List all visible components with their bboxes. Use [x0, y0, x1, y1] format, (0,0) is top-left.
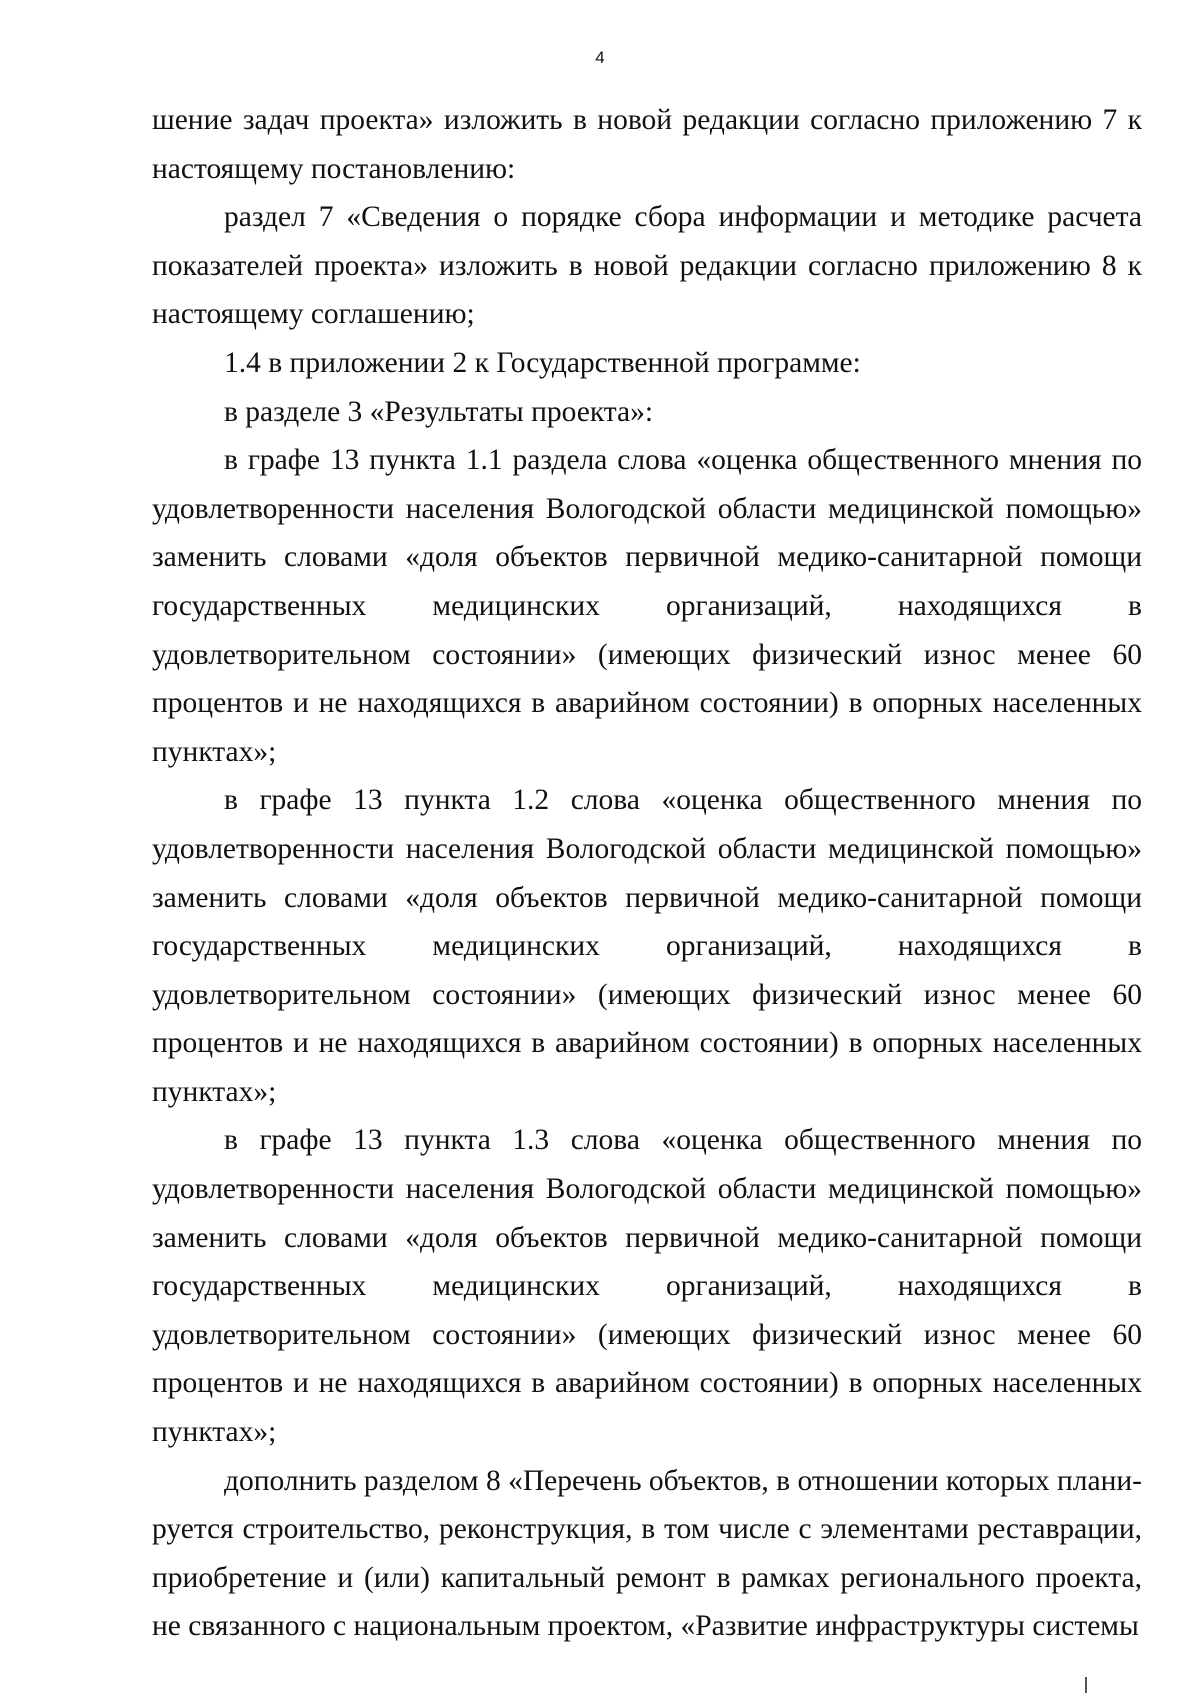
paragraph-point-1-1: в графе 13 пункта 1.1 раздела слова «оценка общественного мнения по удовлетворенности населения Вологодской области медицинской помощью» заменить словами «доля объектов первичной медико-санитарной помощи государственных медицинских организаций, находящихся в удовлетворительном состоянии» (имеющих физический износ менее 60 процентов и не находящихся в аварийном состоянии) в опорных населенных пунктах»;: [152, 444, 1142, 768]
paragraph-item-1-4: 1.4 в приложении 2 к Государственной программе:: [224, 346, 861, 379]
scan-mark: [1085, 1677, 1087, 1693]
paragraph-section-7: раздел 7 «Сведения о порядке сбора информации и методике расчета показателей проекта» изложить в новой редакции согласно приложению 8 к настоящему соглашению;: [152, 201, 1142, 331]
paragraph-continuation: шение задач проекта» изложить в новой редакции согласно приложению 7 к настоящему постановлению:: [152, 104, 1142, 185]
paragraph-point-1-2: в графе 13 пункта 1.2 слова «оценка общественного мнения по удовлетворенности населения Вологодской области медицинской помощью» заменить словами «доля объектов первичной медико-санитарной помощи государственных медицинских организаций, находящихся в удовлетворительном состоянии» (имеющих физический износ менее 60 процентов и не находящихся в аварийном состоянии) в опорных населенных пунктах»;: [152, 784, 1142, 1108]
paragraph-point-1-3: в графе 13 пункта 1.3 слова «оценка общественного мнения по удовлетворенности населения Вологодской области медицинской помощью» заменить словами «доля объектов первичной медико-санитарной помощи государственных медицинских организаций, находящихся в удовлетворительном состоянии» (имеющих физический износ менее 60 процентов и не находящихся в аварийном состоянии) в опорных населенных пунктах»;: [152, 1124, 1142, 1449]
paragraph-section-3-heading: в разделе 3 «Результаты проекта»:: [224, 395, 654, 428]
document-body: [152, 96, 1142, 1651]
paragraph-section-8: дополнить разделом 8 «Перечень объектов, в отношении которых планируется строительство, реконструкция, в том числе с элементами реставрации, приобретение и (или) капитальный ремонт в рамках регионального проекта, не связанного с национальным проектом, «Развитие инфраструктуры системы: [152, 1464, 1142, 1643]
page-number: 4: [595, 48, 605, 67]
